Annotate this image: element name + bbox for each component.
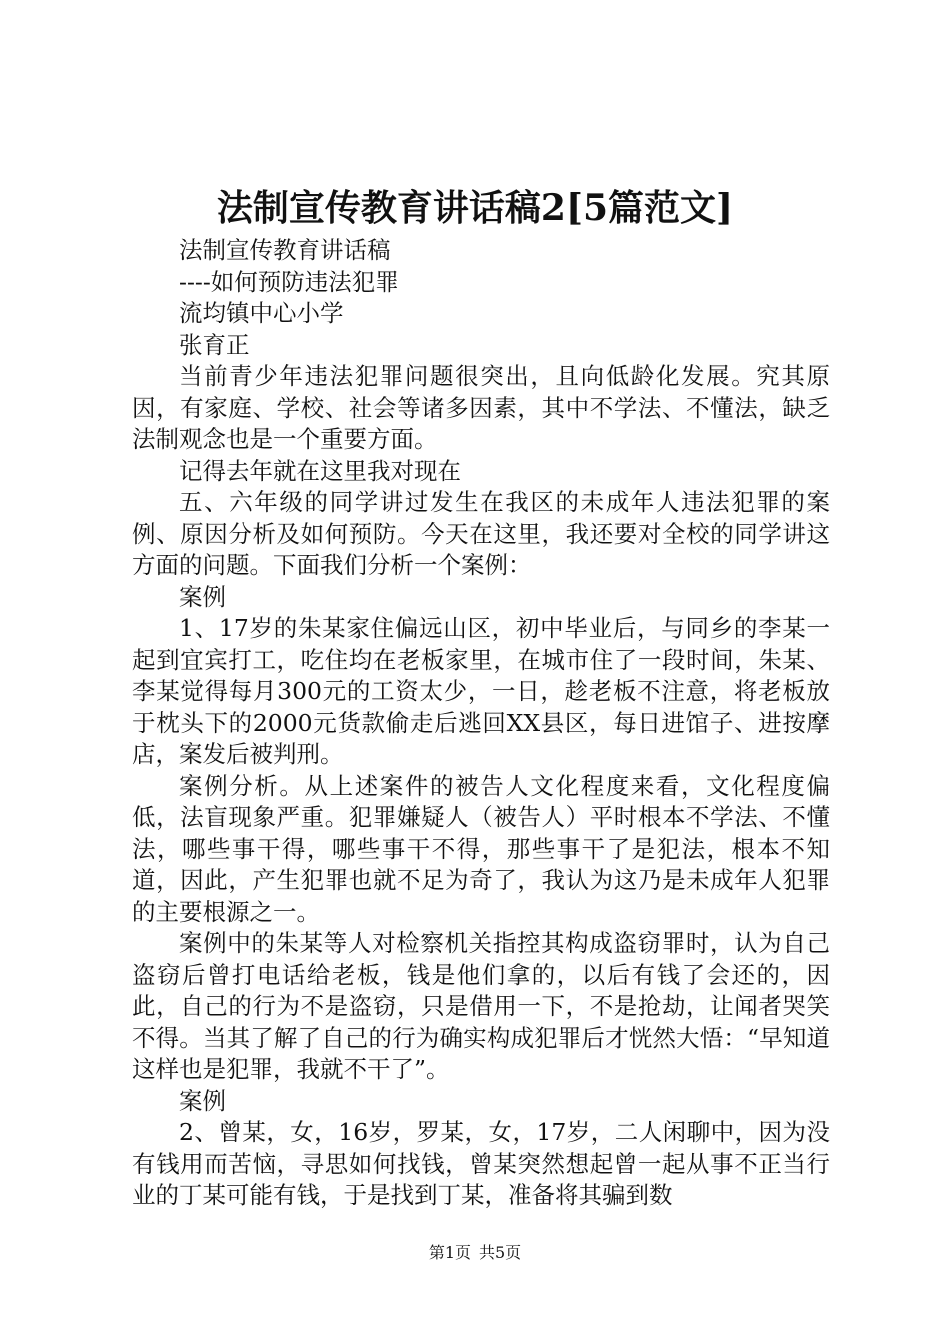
document-body <box>132 235 830 1212</box>
page-footer <box>0 1242 950 1264</box>
paragraph: 案例分析。从上述案件的被告人文化程度来看，文化程度偏低，法盲现象严重。犯罪嫌疑人（被告人）平时根本不学法、不懂法，哪些事干得，哪些事干不得，那些事干了是犯法，根本不知道，因此，产生犯罪也就不足为奇了，我认为这乃是未成年人犯罪的主要根源之一。 <box>132 771 830 926</box>
page-number: 第1页 <box>428 1243 471 1262</box>
paragraph: 案例中的朱某等人对检察机关指控其构成盗窃罪时，认为自己盗窃后曾打电话给老板，钱是他们拿的，以后有钱了会还的，因此，自己的行为不是盗窃，只是借用一下，不是抢劫，让闻者哭笑不得。当其了解了自己的行为确实构成犯罪后才恍然大悟：“早知道这样也是犯罪，我就不干了”。 <box>132 929 830 1083</box>
paragraph-author: 张育正 <box>179 330 250 359</box>
document-title: 法制宣传教育讲话稿2[5篇范文] <box>216 187 734 229</box>
paragraph: 当前青少年违法犯罪问题很突出，且向低龄化发展。究其原因，有家庭、学校、社会等诸多因素，其中不学法、不懂法，缺乏法制观念也是一个重要方面。 <box>132 362 830 453</box>
paragraph-case-heading: 案例 <box>179 1086 226 1115</box>
page-total: 共5页 <box>479 1243 522 1262</box>
paragraph: 记得去年就在这里我对现在 <box>179 456 461 485</box>
paragraph: 1、17岁的朱某家住偏远山区，初中毕业后，与同乡的李某一起到宜宾打工，吃住均在老板家里，在城市住了一段时间，朱某、李某觉得每月300元的工资太少，一日，趁老板不注意，将老板放于枕头下的2000元货款偷走后逃回XX县区，每日进馆子、进按摩店，案发后被判刑。 <box>132 614 830 768</box>
paragraph-case-heading: 案例 <box>179 582 226 611</box>
paragraph-subtitle: 法制宣传教育讲话稿 <box>179 236 391 264</box>
paragraph-school: 流均镇中心小学 <box>179 299 344 327</box>
paragraph-topic: ----如何预防违法犯罪 <box>179 267 399 296</box>
paragraph: 五、六年级的同学讲过发生在我区的未成年人违法犯罪的案例、原因分析及如何预防。今天在这里，我还要对全校的同学讲这方面的问题。下面我们分析一个案例： <box>132 488 830 579</box>
paragraph: 2、曾某，女，16岁，罗某，女，17岁，二人闲聊中，因为没有钱用而苦恼，寻思如何找钱，曾某突然想起曾一起从事不正当行业的丁某可能有钱，于是找到丁某，准备将其骗到数 <box>132 1118 830 1209</box>
